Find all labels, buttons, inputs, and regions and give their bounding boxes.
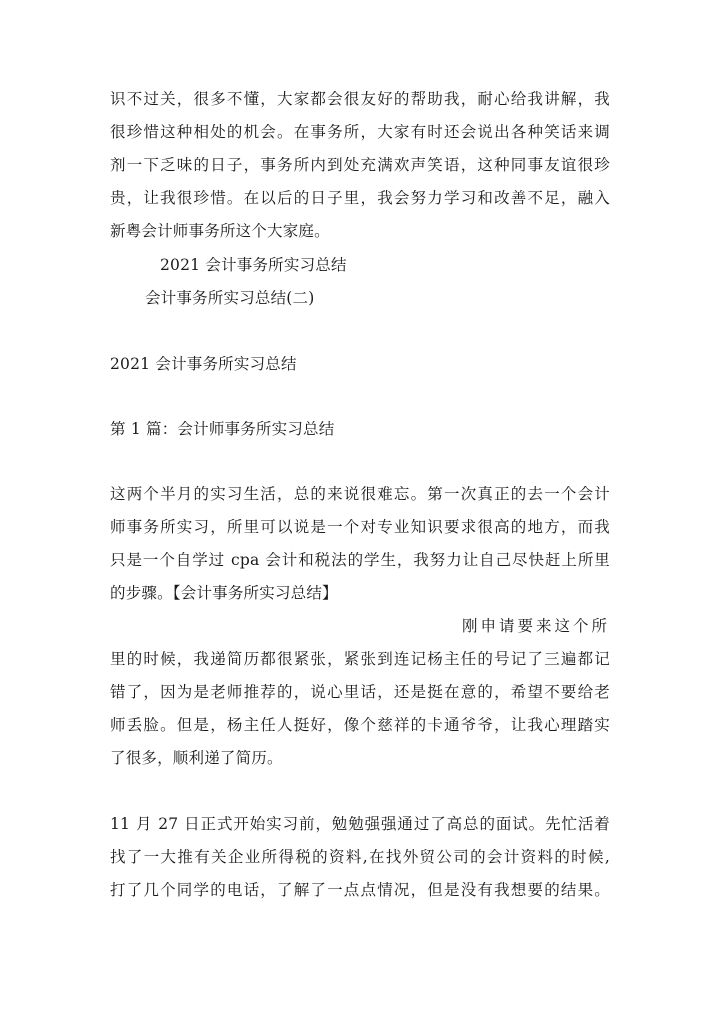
main-heading: 2021 会计事务所实习总结 <box>110 355 297 373</box>
para4-line-2: 找了一大推有关企业所得税的资料,在找外贸公司的会计资料的时候, <box>110 848 610 866</box>
section-heading: 第 1 篇：会计师事务所实习总结 <box>110 420 335 438</box>
para4-line-3: 打了几个同学的电话，了解了一点点情况，但是没有我想要的结果。 <box>110 881 610 899</box>
title-line-2: 会计事务所实习总结(二) <box>145 289 315 307</box>
intro-line-1: 识不过关，很多不懂，大家都会很友好的帮助我，耐心给我讲解，我 <box>110 90 610 108</box>
intro-line-5: 新粤会计师事务所这个大家庭。 <box>110 222 330 240</box>
para4-line-1: 11 月 27 日正式开始实习前，勉勉强强通过了高总的面试。先忙活着 <box>110 815 610 833</box>
title-line-1: 2021 会计事务所实习总结 <box>160 256 347 274</box>
para2-line-3: 只是一个自学过 cpa 会计和税法的学生，我努力让自己尽快赶上所里 <box>110 551 610 569</box>
para3-line-3: 错了，因为是老师推荐的，说心里话，还是挺在意的，希望不要给老 <box>110 683 610 701</box>
para2-line-1: 这两个半月的实习生活，总的来说很难忘。第一次真正的去一个会计 <box>110 485 610 503</box>
para3-line-5: 了很多，顺利递了简历。 <box>110 749 283 767</box>
para3-line-4: 师丢脸。但是，杨主任人挺好，像个慈祥的卡通爷爷，让我心理踏实 <box>110 716 610 734</box>
para2-line-4: 的步骤。【会计事务所实习总结】 <box>110 584 338 602</box>
para2-line-2: 师事务所实习，所里可以说是一个对专业知识要求很高的地方，而我 <box>110 518 610 536</box>
intro-line-2: 很珍惜这种相处的机会。在事务所，大家有时还会说出各种笑话来调 <box>110 123 610 141</box>
intro-line-3: 剂一下乏味的日子，事务所内到处充满欢声笑语，这种同事友谊很珍 <box>110 156 610 174</box>
para3-line-1: 刚申请要来这个所 <box>461 617 610 635</box>
intro-line-4: 贵，让我很珍惜。在以后的日子里，我会努力学习和改善不足，融入 <box>110 189 610 207</box>
para3-line-2: 里的时候，我递简历都很紧张，紧张到连记杨主任的号记了三遍都记 <box>110 650 610 668</box>
